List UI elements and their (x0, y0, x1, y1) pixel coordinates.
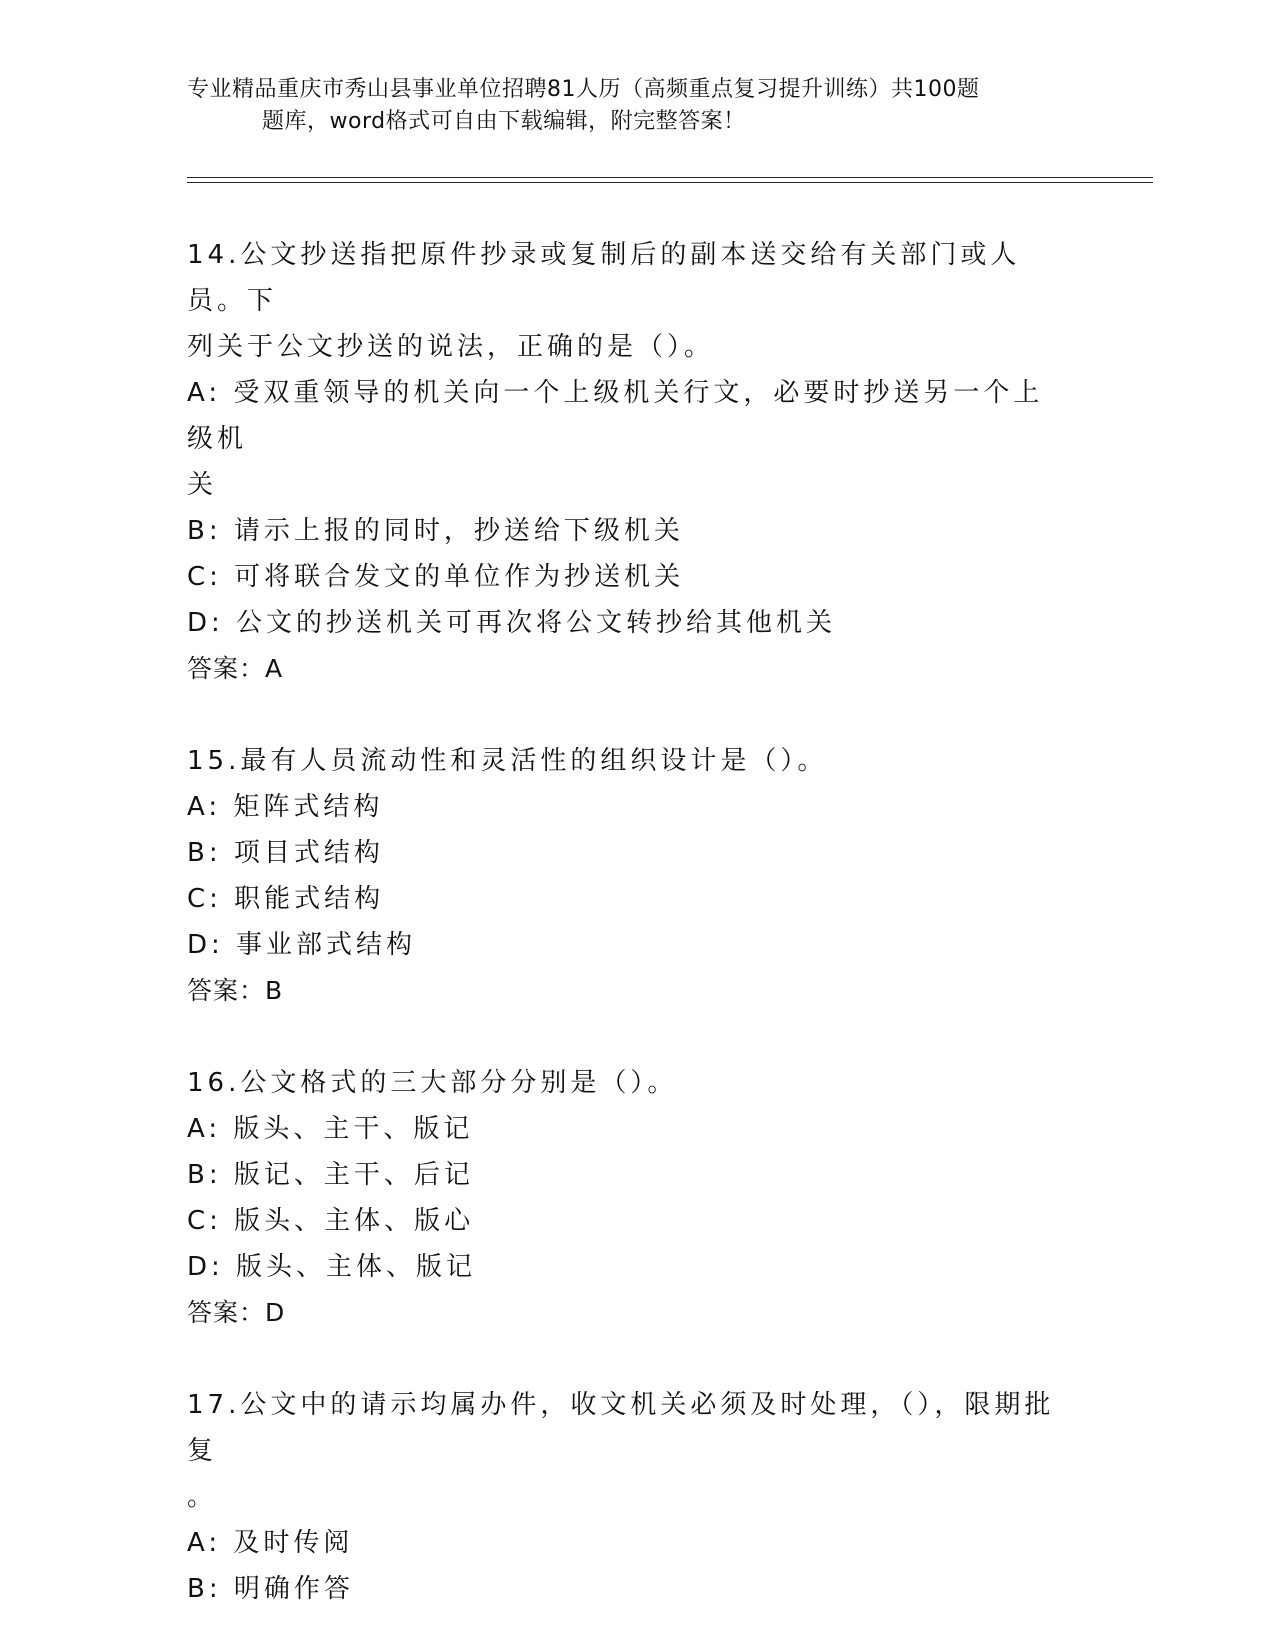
option-a: A: 矩阵式结构 (187, 792, 384, 822)
question-text-line: 列关于公文抄送的说法，正确的是（）。 (187, 332, 715, 362)
question-text-line: 14.公文抄送指把原件抄录或复制后的副本送交给有关部门或人员。下 (187, 240, 1021, 316)
option-c: C: 版头、主体、版心 (187, 1206, 475, 1236)
answer: 答案：B (187, 976, 284, 1005)
header-line-2: 题库，word格式可自由下载编辑，附完整答案！ (262, 109, 746, 134)
header-line-1: 专业精品重庆市秀山县事业单位招聘81人历（高频重点复习提升训练）共100题 (187, 77, 980, 102)
answer: 答案：D (187, 1298, 286, 1327)
question-16 (187, 1060, 1067, 1336)
option-a: A: 受双重领导的机关向一个上级机关行文，必要时抄送另一个上级机 (187, 378, 1044, 454)
option-a-continued: 关 (187, 470, 218, 500)
question-list (187, 232, 1067, 1612)
question-text-line: 15.最有人员流动性和灵活性的组织设计是（）。 (187, 746, 828, 776)
option-c: C: 职能式结构 (187, 884, 385, 914)
question-14 (187, 232, 1067, 692)
header-rule-top (187, 177, 1153, 178)
option-b: B: 项目式结构 (187, 838, 384, 868)
option-c: C: 可将联合发文的单位作为抄送机关 (187, 562, 685, 592)
option-d: D: 事业部式结构 (187, 930, 417, 960)
option-b: B: 明确作答 (187, 1574, 354, 1604)
document-header (187, 74, 1087, 138)
option-b: B: 版记、主干、后记 (187, 1160, 474, 1190)
question-15 (187, 738, 1067, 1014)
option-a: A: 及时传阅 (187, 1528, 354, 1558)
question-text-line: 17.公文中的请示均属办件，收文机关必须及时处理，（），限期批复 (187, 1390, 1055, 1466)
question-text-line: 。 (187, 1482, 218, 1512)
question-17 (187, 1382, 1067, 1612)
header-rule-bottom (187, 182, 1153, 183)
option-d: D: 公文的抄送机关可再次将公文转抄给其他机关 (187, 608, 837, 638)
option-b: B: 请示上报的同时，抄送给下级机关 (187, 516, 684, 546)
question-text-line: 16.公文格式的三大部分分别是（）。 (187, 1068, 678, 1098)
option-a: A: 版头、主干、版记 (187, 1114, 474, 1144)
answer: 答案：A (187, 654, 284, 683)
option-d: D: 版头、主体、版记 (187, 1252, 477, 1282)
